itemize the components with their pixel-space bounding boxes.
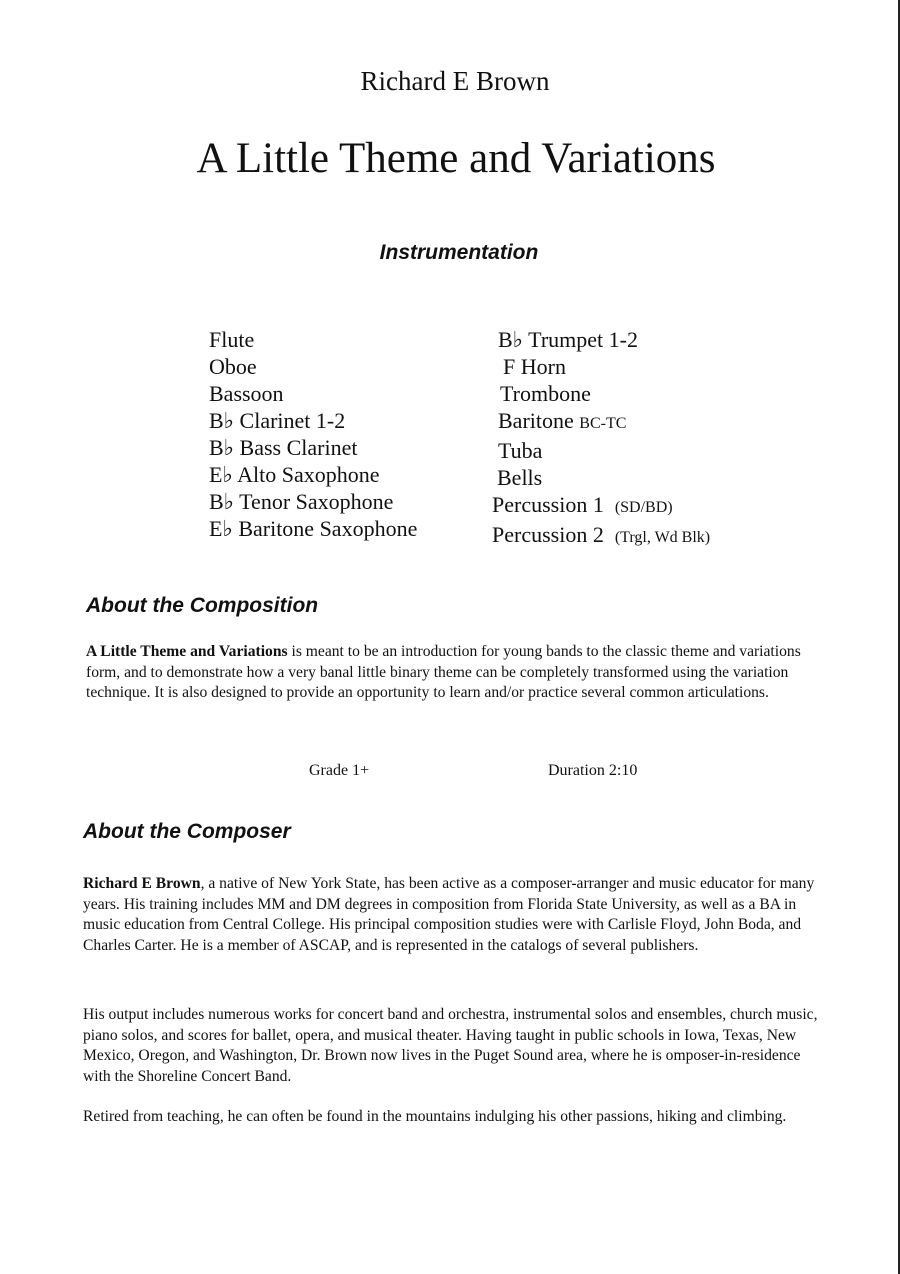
instrument-item (492, 353, 710, 380)
instrument-name: Percussion 2 (492, 522, 604, 547)
instrument-item (492, 491, 710, 521)
instrument-name: Tuba (498, 438, 543, 463)
instrument-item (492, 380, 710, 407)
composition-description: is meant to be an introduction for young bands to the classic theme and variations form, and to demonstrate how a very banal little binary theme can be completely transformed using the variation technique. It is also designed to provide an opportunity to learn and/or practice several common articulations. (86, 643, 801, 701)
instrument-item: B♭ Clarinet 1-2 (209, 408, 346, 433)
instrument-item (492, 437, 710, 464)
instrument-name: Bells (497, 465, 543, 490)
instrument-name: Baritone (498, 408, 574, 433)
bio-text: , a native of New York State, has been active as a composer-arranger and music educator for many years. His training includes MM and DM degrees in composition from Florida State University, as well as a BA in music education from Central College. His principal composition studies were with Carlisle Floyd, John Boda, and Charles Carter. He is a member of ASCAP, and is represented in the catalogs of several publishers. (83, 875, 815, 954)
instrument-list-brass-percussion (492, 326, 710, 551)
composer-bio-paragraph-2: His output includes numerous works for concert band and orchestra, instrumental solos and ensembles, church music, piano solos, and scores for ballet, opera, and musical theater. Having taught in public schools in Iowa, Texas, New Mexico, Oregon, and Washington, Dr. Brown now lives in the Puget Sound area, where he is omposer-in-residence with the Shoreline Concert Band. (83, 1006, 818, 1085)
instrument-note: (Trgl, Wd Blk) (614, 529, 711, 546)
instrument-item: B♭ Bass Clarinet (209, 435, 358, 460)
instrument-list-woodwinds (209, 326, 417, 542)
duration: Duration 2:10 (548, 762, 638, 779)
instrument-note: (SD/BD) (614, 499, 673, 516)
bold-composer-name: Richard E Brown (83, 875, 201, 892)
instrument-item: Bassoon (209, 381, 284, 406)
piece-title: A Little Theme and Variations (196, 135, 716, 182)
bold-title: A Little Theme and Variations (86, 643, 288, 660)
instrumentation-heading: Instrumentation (379, 241, 539, 264)
instrument-item (492, 326, 710, 353)
instrument-name: F Horn (503, 354, 566, 379)
instrument-item: Flute (209, 327, 255, 352)
about-composition-heading: About the Composition (86, 594, 319, 617)
instrument-item: B♭ Tenor Saxophone (209, 489, 394, 514)
instrument-name: Percussion 1 (492, 492, 604, 517)
about-composer-heading: About the Composer (83, 820, 291, 843)
instrument-item (492, 521, 710, 551)
instrument-note: BC-TC (579, 415, 627, 432)
instrument-item: E♭ Alto Saxophone (209, 462, 380, 487)
composer-name: Richard E Brown (360, 66, 550, 96)
grade-level: Grade 1+ (309, 762, 370, 779)
about-composition-text (86, 642, 822, 704)
composer-bio-paragraph-1 (83, 874, 819, 956)
instrument-name: B♭ Trumpet 1-2 (498, 327, 638, 352)
composer-bio-paragraph-3: Retired from teaching, he can often be found in the mountains indulging his other passions, hiking and climbing. (83, 1108, 787, 1125)
instrument-name: Trombone (500, 381, 591, 406)
instrument-item (492, 407, 710, 437)
instrument-item: Oboe (209, 354, 257, 379)
instrument-item (492, 464, 710, 491)
instrument-item: E♭ Baritone Saxophone (209, 516, 418, 541)
